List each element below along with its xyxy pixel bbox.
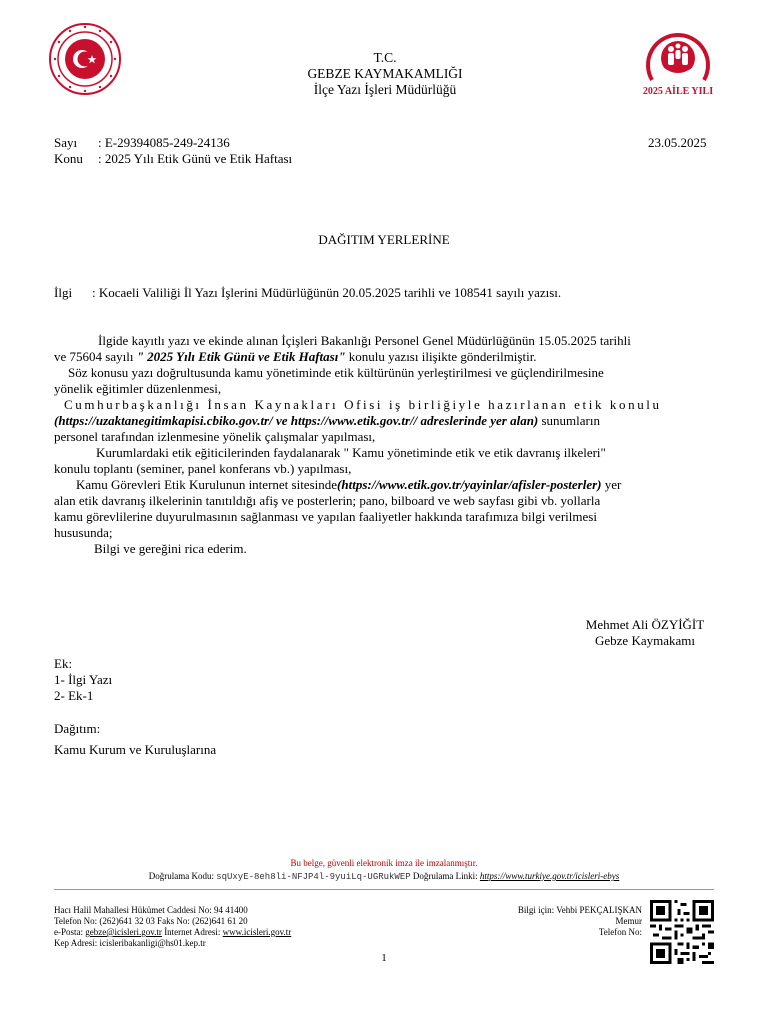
letter-body <box>54 333 716 557</box>
body-line: hususunda; <box>54 525 113 540</box>
body-line <box>54 413 716 429</box>
header-line-department: İlçe Yazı İşleri Müdürlüğü <box>313 82 457 97</box>
info-contact: Bilgi için: Vehbi PEKÇALIŞKAN <box>517 905 642 915</box>
web-link[interactable]: www.icisleri.gov.tr <box>222 927 292 937</box>
body-text: konulu yazısı ilişikte gönderilmiştir. <box>345 349 537 364</box>
konu-label: Konu <box>54 151 83 166</box>
verification-code-label: Doğrulama Kodu: <box>148 871 214 881</box>
sayi-value: : E-29394085-249-24136 <box>98 135 230 150</box>
attachments-label: Ek: <box>54 656 73 671</box>
verification-link-label: Doğrulama Linki: <box>412 871 478 881</box>
body-text: yer <box>601 477 622 492</box>
email-label: e-Posta: <box>54 927 86 937</box>
attachment-item: 2- Ek-1 <box>54 688 94 703</box>
sayi-row <box>54 135 230 151</box>
footer-web-row <box>54 927 291 938</box>
family-year-text: 2025 AİLE YILI <box>642 86 714 97</box>
header-line-tc: T.C. <box>373 50 397 65</box>
ilgi-row <box>54 285 561 301</box>
ilgi-label: İlgi <box>54 285 73 300</box>
body-line: personel tarafından izlenmesine yönelik çalışmalar yapılması, <box>54 429 376 444</box>
body-line <box>54 477 716 493</box>
document-date: 23.05.2025 <box>648 135 707 150</box>
footer-kep: Kep Adresi: icisleribakanligi@hs01.kep.tr <box>54 938 206 948</box>
esign-notice: Bu belge, güvenli elektronik imza ile imzalanmıştır. <box>290 858 478 868</box>
closing-line: Bilgi ve gereğini rica ederim. <box>94 541 247 556</box>
family-year-logo <box>638 22 718 102</box>
body-line: kamu görevlilerine duyurulmasının sağlanması ve yapılan faaliyetler hakkında tarafımıza bilgi verilmesi <box>54 509 597 524</box>
body-line: Kurumlardaki etik eğiticilerinden faydalanarak " Kamu yönetiminde etik ve etik davranış ilkeleri" <box>96 445 606 460</box>
distribution-label: Dağıtım: <box>54 721 101 736</box>
verification-row <box>0 871 768 883</box>
attachment-item: 1- İlgi Yazı <box>54 672 113 687</box>
sayi-label: Sayı <box>54 135 78 150</box>
signer-title: Gebze Kaymakamı <box>595 633 695 648</box>
distribution-value: Kamu Kurum ve Kuruluşlarına <box>54 742 217 757</box>
email-link[interactable]: gebze@icisleri.gov.tr <box>85 927 162 937</box>
header-line-institution: GEBZE KAYMAKAMLIĞI <box>307 66 463 81</box>
body-line: konulu toplantı (seminer, panel konferans vb.) yapılması, <box>54 461 352 476</box>
body-line: alan etik davranış ilkelerinin tanıtıldığı afiş ve posterlerin; pano, bilboard ve web sayfası gibi vb. yollarla <box>54 493 601 508</box>
recipient-heading: DAĞITIM YERLERİNE <box>318 232 450 247</box>
training-urls: (https://uzaktanegitimkapisi.cbiko.gov.tr/ ve https://www.etik.gov.tr// adreslerinde yer alan) <box>54 413 539 428</box>
poster-url: (https://www.etik.gov.tr/yayinlar/afisler-posterler) <box>337 477 602 492</box>
letterhead <box>230 50 540 98</box>
konu-row <box>54 151 292 167</box>
body-text: sunumların <box>538 413 600 428</box>
signature-block <box>560 617 730 649</box>
attachments <box>54 656 112 704</box>
footer-info <box>470 905 642 938</box>
footer-address: Hacı Halil Mahallesi Hükümet Caddesi No: 94 41400 <box>54 905 248 915</box>
ministry-seal-logo <box>48 22 122 96</box>
body-text: ve 75604 sayılı <box>54 349 137 364</box>
page-number: 1 <box>381 952 387 964</box>
verification-code: sqUxyE-8eh8li-NFJP4l-9yuiLq-UGRukWEP <box>216 872 411 882</box>
body-line <box>54 349 716 365</box>
signer-name: Mehmet Ali ÖZYİĞİT <box>585 617 705 632</box>
konu-value: : 2025 Yılı Etik Günü ve Etik Haftası <box>98 151 293 166</box>
info-phone: Telefon No: <box>598 927 642 937</box>
body-line: yönelik eğitimler düzenlenmesi, <box>54 381 222 396</box>
verification-link[interactable]: https://www.turkiye.gov.tr/icisleri-ebys <box>479 871 620 881</box>
body-line: Söz konusu yazı doğrultusunda kamu yönetiminde etik kültürünün yerleştirilmesi ve güçlendirilmesine <box>68 365 604 380</box>
subject-emphasis: " 2025 Yılı Etik Günü ve Etik Haftası" <box>136 349 346 364</box>
ilgi-value: : Kocaeli Valiliği İl Yazı İşlerini Müdürlüğünün 20.05.2025 tarihli ve 108541 sayılı yazısı. <box>92 285 562 300</box>
body-text: Kamu Görevleri Etik Kurulunun internet sitesinde <box>76 477 338 492</box>
web-label: İnternet Adresi: <box>161 927 223 937</box>
info-role: Memur <box>615 916 642 926</box>
footer-divider <box>54 889 714 890</box>
body-line: İlgide kayıtlı yazı ve ekinde alınan İçişleri Bakanlığı Personel Genel Müdürlüğünün 15.05.2025 tarihli <box>98 333 631 348</box>
footer-phone: Telefon No: (262)641 32 03 Faks No: (262)641 61 20 <box>54 916 248 926</box>
footer-contact <box>54 905 291 949</box>
body-line: Cumhurbaşkanlığı İnsan Kaynakları Ofisi iş birliğiyle hazırlanan etik konulu <box>64 397 662 412</box>
